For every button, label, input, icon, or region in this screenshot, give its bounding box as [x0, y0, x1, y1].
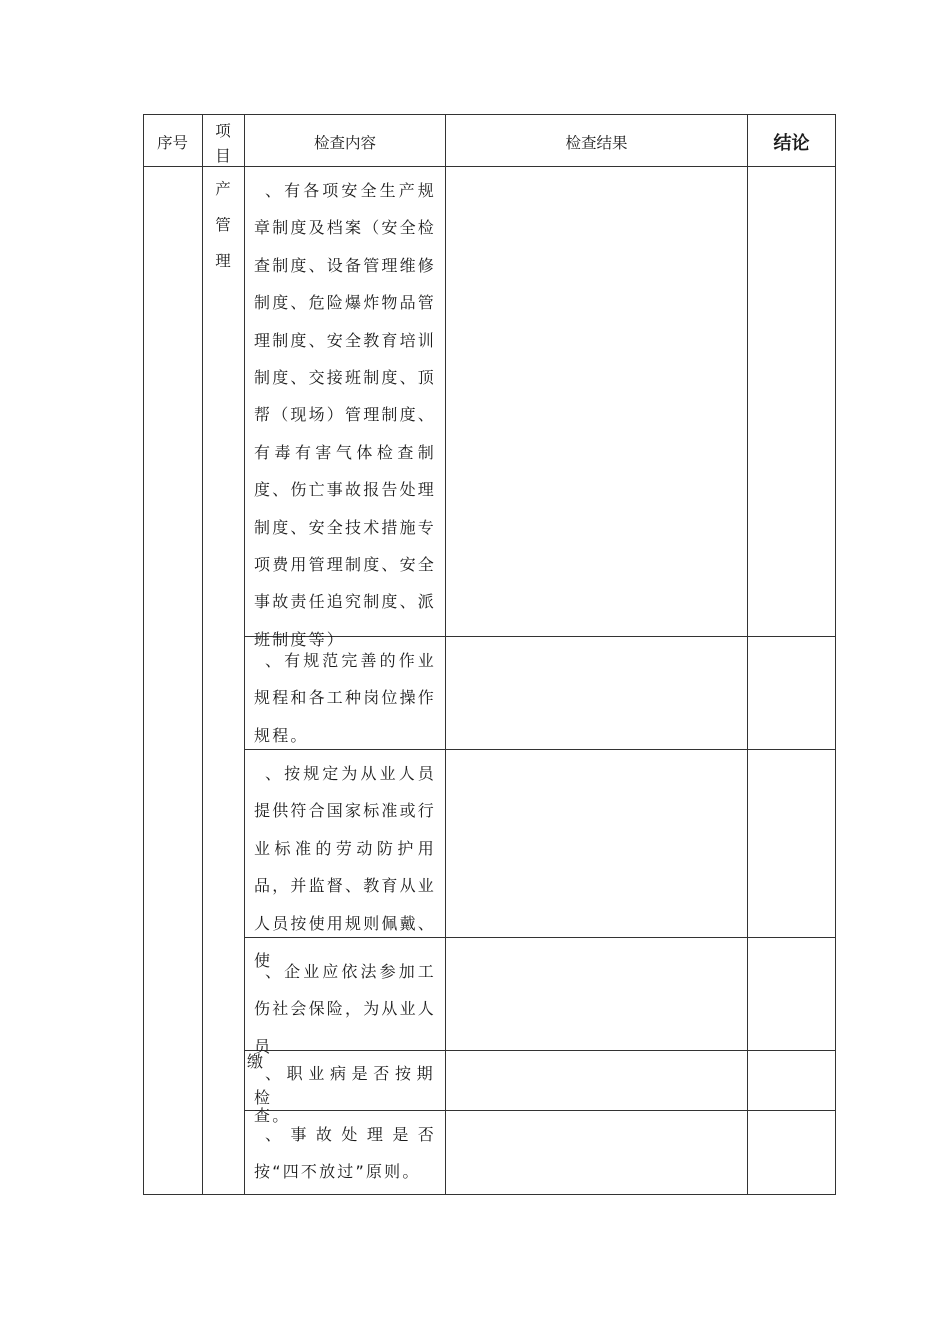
row-content: 、有各项安全生产规章制度及档案（安全检查制度、设备管理维修制度、危险爆炸物品管理制度、安全教育培训制度、交接班制度、顶帮（现场）管理制度、有毒有害气体检查制度、伤亡事故报告处理制度、安全技术措施专项费用管理制度、安全事故责任追究制度、派班制度等） — [254, 181, 437, 649]
header-no: 序号 — [156, 134, 188, 152]
row-result[interactable] — [446, 938, 747, 1050]
table-left-border — [143, 114, 144, 1195]
row-result[interactable] — [446, 637, 747, 749]
row-content: 、事故处理是否按“四不放过”原则。 — [254, 1125, 436, 1182]
table-right-border — [835, 114, 836, 1195]
header-item-line1: 项 — [215, 122, 231, 140]
row-content-line: 缴 — [247, 1052, 266, 1072]
row-content — [246, 1056, 443, 1125]
row-content: 、按规定为从业人员提供符合国家标准或行业标准的劳动防护用品，并监督、教育从业人员按使用规则佩戴、使 — [254, 764, 437, 971]
header-result: 检查结果 — [565, 134, 628, 152]
table-bottom-border — [143, 1194, 836, 1195]
row-conclusion[interactable] — [748, 167, 835, 636]
item-char: 产 — [215, 180, 231, 198]
row-result[interactable] — [446, 1111, 747, 1194]
row-content-line: 、职业病是否按期检 — [254, 1064, 436, 1107]
row-content-line: 查。 — [254, 1106, 291, 1125]
row-conclusion[interactable] — [748, 1111, 835, 1194]
row-result[interactable] — [446, 750, 747, 937]
row-content — [246, 943, 443, 1072]
row-conclusion[interactable] — [748, 637, 835, 749]
row-conclusion[interactable] — [748, 938, 835, 1050]
item-char: 理 — [215, 252, 231, 270]
item-char: 管 — [215, 216, 231, 234]
row-conclusion[interactable] — [748, 750, 835, 937]
col-divider — [244, 114, 245, 1195]
inspection-table — [143, 114, 836, 1195]
row-result[interactable] — [446, 1051, 747, 1110]
header-conclusion: 结论 — [773, 133, 810, 154]
header-content: 检查内容 — [313, 134, 376, 152]
row-content: 、有规范完善的作业规程和各工种岗位操作规程。 — [254, 651, 437, 745]
row-conclusion[interactable] — [748, 1051, 835, 1110]
table-top-border — [143, 114, 836, 115]
header-item-line2: 目 — [215, 147, 231, 165]
row-result[interactable] — [446, 167, 747, 636]
row-content-line: 、企业应依法参加工伤社会保险，为从业人员 — [254, 962, 437, 1056]
